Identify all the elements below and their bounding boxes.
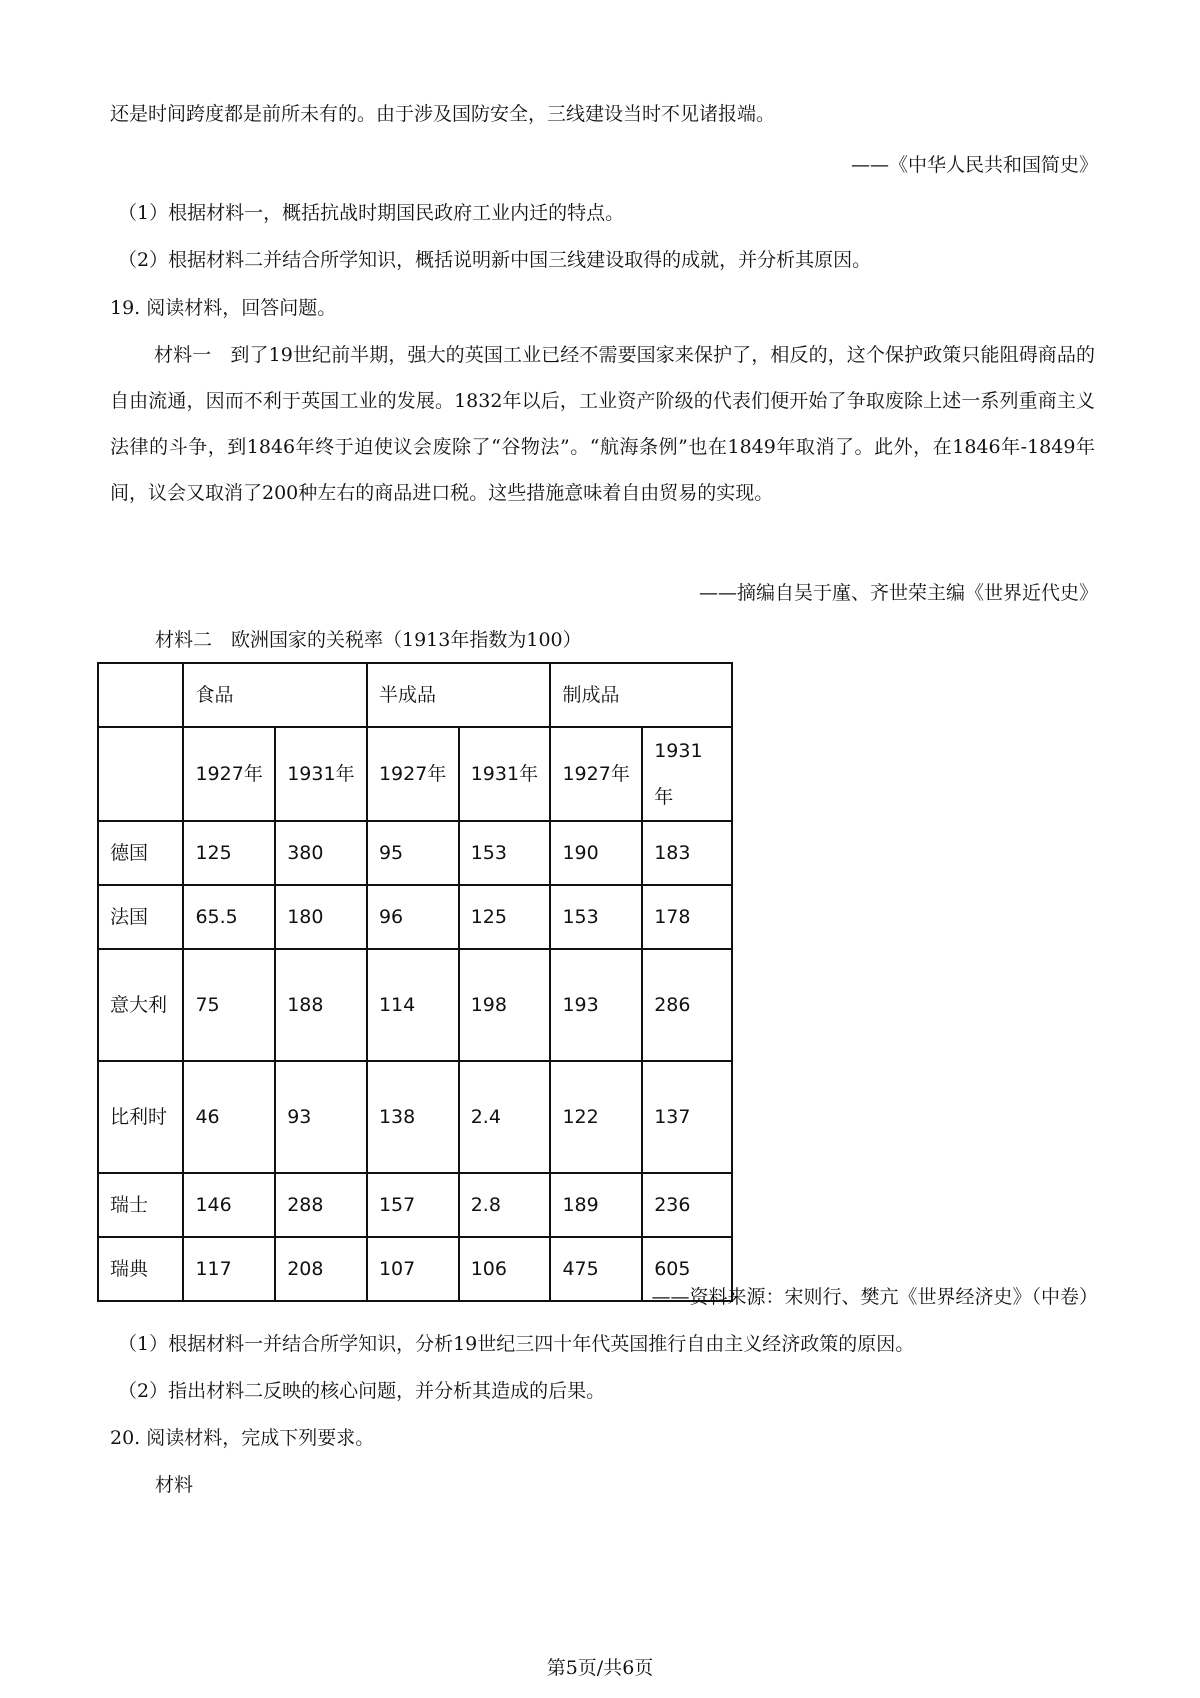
question-19-material-2-title: 材料二 欧洲国家的关税率（1913年指数为100）	[155, 629, 582, 651]
table-cell: 157	[367, 1173, 459, 1237]
table-cell: 153	[550, 885, 642, 949]
table-cell: 125	[459, 885, 551, 949]
table-corner-cell	[98, 663, 183, 727]
table-cell: 65.5	[183, 885, 275, 949]
table-cell: 475	[550, 1237, 642, 1301]
year-header: 1927年	[367, 727, 459, 821]
table-cell: 286	[642, 949, 732, 1061]
table-cell: 117	[183, 1237, 275, 1301]
question-19-1: （1）根据材料一并结合所学知识，分析19世纪三四十年代英国推行自由主义经济政策的原因。	[118, 1333, 915, 1355]
table-cell: 2.4	[459, 1061, 551, 1173]
question-19-title: 19. 阅读材料，回答问题。	[110, 297, 337, 319]
question-20-title: 20. 阅读材料，完成下列要求。	[110, 1427, 375, 1449]
source-citation-18: ——《中华人民共和国简史》	[850, 154, 1098, 176]
table-cell: 106	[459, 1237, 551, 1301]
table-cell: 183	[642, 821, 732, 885]
country-cell: 瑞典	[98, 1237, 183, 1301]
country-cell: 意大利	[98, 949, 183, 1061]
table-row	[98, 1237, 732, 1301]
question-19-material-1: 材料一 到了19世纪前半期，强大的英国工业已经不需要国家来保护了，相反的，这个保护政策只能阻碍商品的自由流通，因而不利于英国工业的发展。1832年以后，工业资产阶级的代表们便开始了争取废除上述一系列重商主义法律的斗争，到1846年终于迫使议会废除了“谷物法”。“航海条例”也在1849年取消了。此外，在1846年-1849年间，议会又取消了200种左右的商品进口税。这些措施意味着自由贸易的实现。	[110, 344, 1095, 504]
group-header-food: 食品	[183, 663, 367, 727]
table-cell: 137	[642, 1061, 732, 1173]
table-cell: 75	[183, 949, 275, 1061]
table-header-groups-row	[98, 663, 732, 727]
continuation-text: 还是时间跨度都是前所未有的。由于涉及国防安全，三线建设当时不见诸报端。	[110, 103, 776, 125]
table-row	[98, 1173, 732, 1237]
year-header: 1931年	[642, 727, 732, 821]
table-cell: 107	[367, 1237, 459, 1301]
group-header-finished: 制成品	[550, 663, 732, 727]
table-cell: 138	[367, 1061, 459, 1173]
table-row	[98, 949, 732, 1061]
country-cell: 瑞士	[98, 1173, 183, 1237]
question-18-2: （2）根据材料二并结合所学知识，概括说明新中国三线建设取得的成就，并分析其原因。	[118, 249, 872, 271]
table-cell: 288	[275, 1173, 367, 1237]
table-cell: 95	[367, 821, 459, 885]
table-cell: 178	[642, 885, 732, 949]
table-cell: 46	[183, 1061, 275, 1173]
table-cell: 188	[275, 949, 367, 1061]
table-corner-cell	[98, 727, 183, 821]
question-19-2: （2）指出材料二反映的核心问题，并分析其造成的后果。	[118, 1380, 606, 1402]
table-row	[98, 821, 732, 885]
year-header: 1927年	[550, 727, 642, 821]
table-cell: 153	[459, 821, 551, 885]
source-citation-19-2: ——资料来源：宋则行、樊亢《世界经济史》（中卷）	[651, 1286, 1098, 1308]
table-cell: 380	[275, 821, 367, 885]
year-header: 1927年	[183, 727, 275, 821]
table-cell: 198	[459, 949, 551, 1061]
question-18-1: （1）根据材料一，概括抗战时期国民政府工业内迁的特点。	[118, 202, 625, 224]
year-header: 1931年	[459, 727, 551, 821]
table-cell: 180	[275, 885, 367, 949]
table-cell: 146	[183, 1173, 275, 1237]
table-cell: 96	[367, 885, 459, 949]
year-header: 1931年	[275, 727, 367, 821]
source-citation-19-1: ——摘编自吴于廑、齐世荣主编《世界近代史》	[698, 582, 1098, 604]
table-cell: 2.8	[459, 1173, 551, 1237]
table-row	[98, 885, 732, 949]
country-cell: 德国	[98, 821, 183, 885]
table-header-years-row	[98, 727, 732, 821]
table-cell: 190	[550, 821, 642, 885]
table-cell: 125	[183, 821, 275, 885]
country-cell: 比利时	[98, 1061, 183, 1173]
tariff-table	[97, 662, 733, 1302]
table-row	[98, 1061, 732, 1173]
question-20-material-label: 材料	[155, 1474, 194, 1496]
table-cell: 208	[275, 1237, 367, 1301]
table-cell: 605	[642, 1237, 732, 1301]
table-cell: 93	[275, 1061, 367, 1173]
table-cell: 114	[367, 949, 459, 1061]
table-cell: 189	[550, 1173, 642, 1237]
group-header-semi-finished: 半成品	[367, 663, 551, 727]
table-cell: 193	[550, 949, 642, 1061]
country-cell: 法国	[98, 885, 183, 949]
table-cell: 236	[642, 1173, 732, 1237]
table-cell: 122	[550, 1061, 642, 1173]
page-footer: 第5页/共6页	[546, 1657, 654, 1679]
